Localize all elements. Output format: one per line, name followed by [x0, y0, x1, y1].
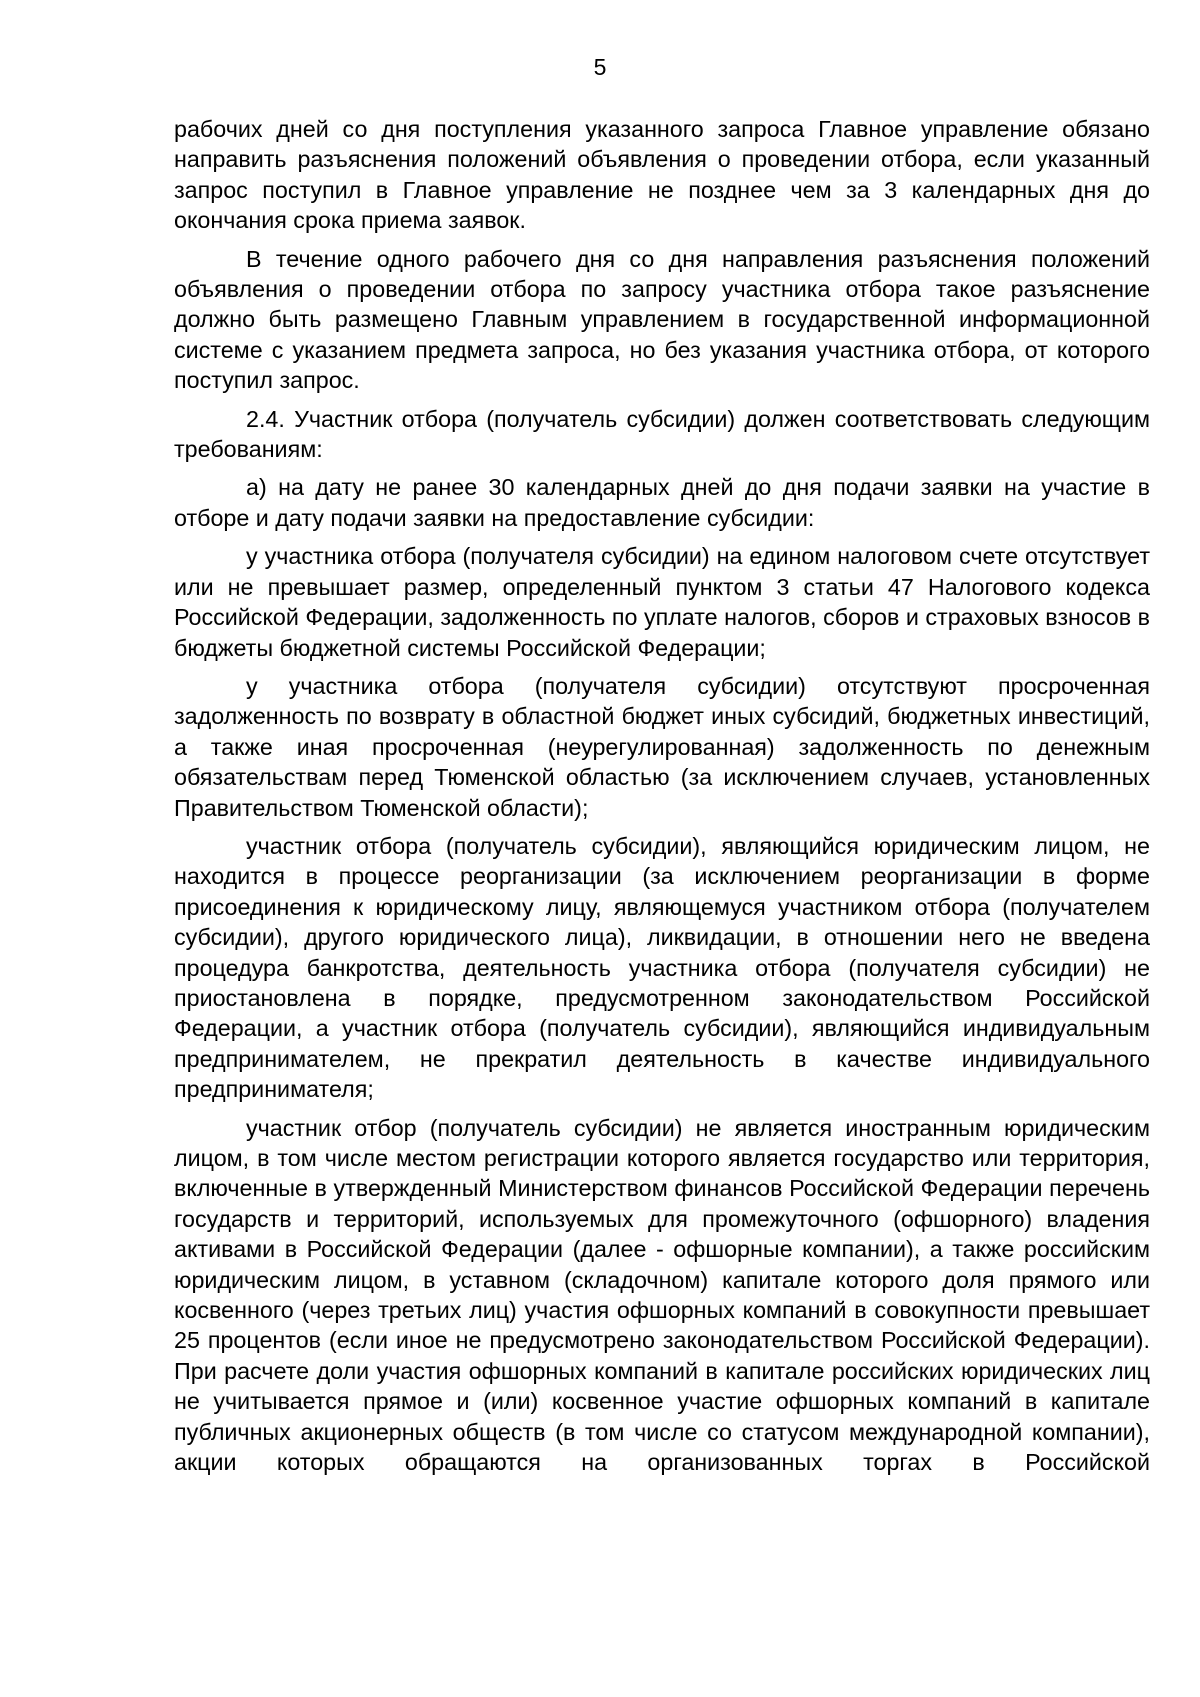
paragraph-offshore: участник отбор (получатель субсидии) не является иностранным юридическим лицом, в том числе местом регистрации которого является государство или территория, включенные в утвержденный Министерством финансов Российской Федерации перечень государств и территорий, используемых для промежуточного (офшорного) владения активами в Российской Федерации (далее - офшорные компании), а также российским юридическим лицом, в уставном (складочном) капитале которого доля прямого или косвенного (через третьих лиц) участия офшорных компаний в совокупности превышает 25 процентов (если иное не предусмотрено законодательством Российской Федерации). При расчете доли участия офшорных компаний в капитале российских юридических лиц не учитывается прямое и (или) косвенное участие офшорных компаний в капитале публичных акционерных обществ (в том числе со статусом международной компании), акции которых обращаются на организованных торгах в Российской — [174, 1114, 1150, 1476]
document-body — [174, 114, 1150, 1477]
paragraph-section-2-4: 2.4. Участник отбора (получатель субсидии) должен соответствовать следующим требованиям: — [174, 405, 1150, 463]
paragraph-continuation: рабочих дней со дня поступления указанного запроса Главное управление обязано направить разъяснения положений объявления о проведении отбора, если указанный запрос поступил в Главное управление не позднее чем за 3 календарных дня до окончания срока приема заявок. — [174, 116, 1150, 234]
paragraph-reorganization: участник отбора (получатель субсидии), являющийся юридическим лицом, не находится в процессе реорганизации (за исключением реорганизации в форме присоединения к юридическому лицу, являющемуся участником отбора (получателем субсидии), другого юридического лица), ликвидации, в отношении него не введена процедура банкротства, деятельность участника отбора (получателя субсидии) не приостановлена в порядке, предусмотренном законодательством Российской Федерации, а участник отбора (получатель субсидии), являющийся индивидуальным предпринимателем, не прекратил деятельность в качестве индивидуального предпринимателя; — [174, 832, 1150, 1103]
paragraph-overdue-debt: у участника отбора (получателя субсидии) отсутствуют просроченная задолженность по возврату в областной бюджет иных субсидий, бюджетных инвестиций, а также иная просроченная (неурегулированная) задолженность по денежным обязательствам перед Тюменской областью (за исключением случаев, установленных Правительством Тюменской области); — [174, 672, 1150, 821]
paragraph-requirement-a: а) на дату не ранее 30 календарных дней до дня подачи заявки на участие в отборе и дату подачи заявки на предоставление субсидии: — [174, 474, 1150, 531]
paragraph-tax-debt: у участника отбора (получателя субсидии) на едином налоговом счете отсутствует или не превышает размер, определенный пунктом 3 статьи 47 Налогового кодекса Российской Федерации, задолженность по уплате налогов, сборов и страховых взносов в бюджеты бюджетной системы Российской Федерации; — [174, 543, 1150, 661]
paragraph-clarification-publication: В течение одного рабочего дня со дня направления разъяснения положений объявления о проведении отбора по запросу участника отбора такое разъяснение должно быть размещено Главным управлением в государственной информационной системе с указанием предмета запроса, но без указания участника отбора, от которого поступил запрос. — [174, 245, 1150, 394]
page-number: 5 — [593, 54, 607, 80]
